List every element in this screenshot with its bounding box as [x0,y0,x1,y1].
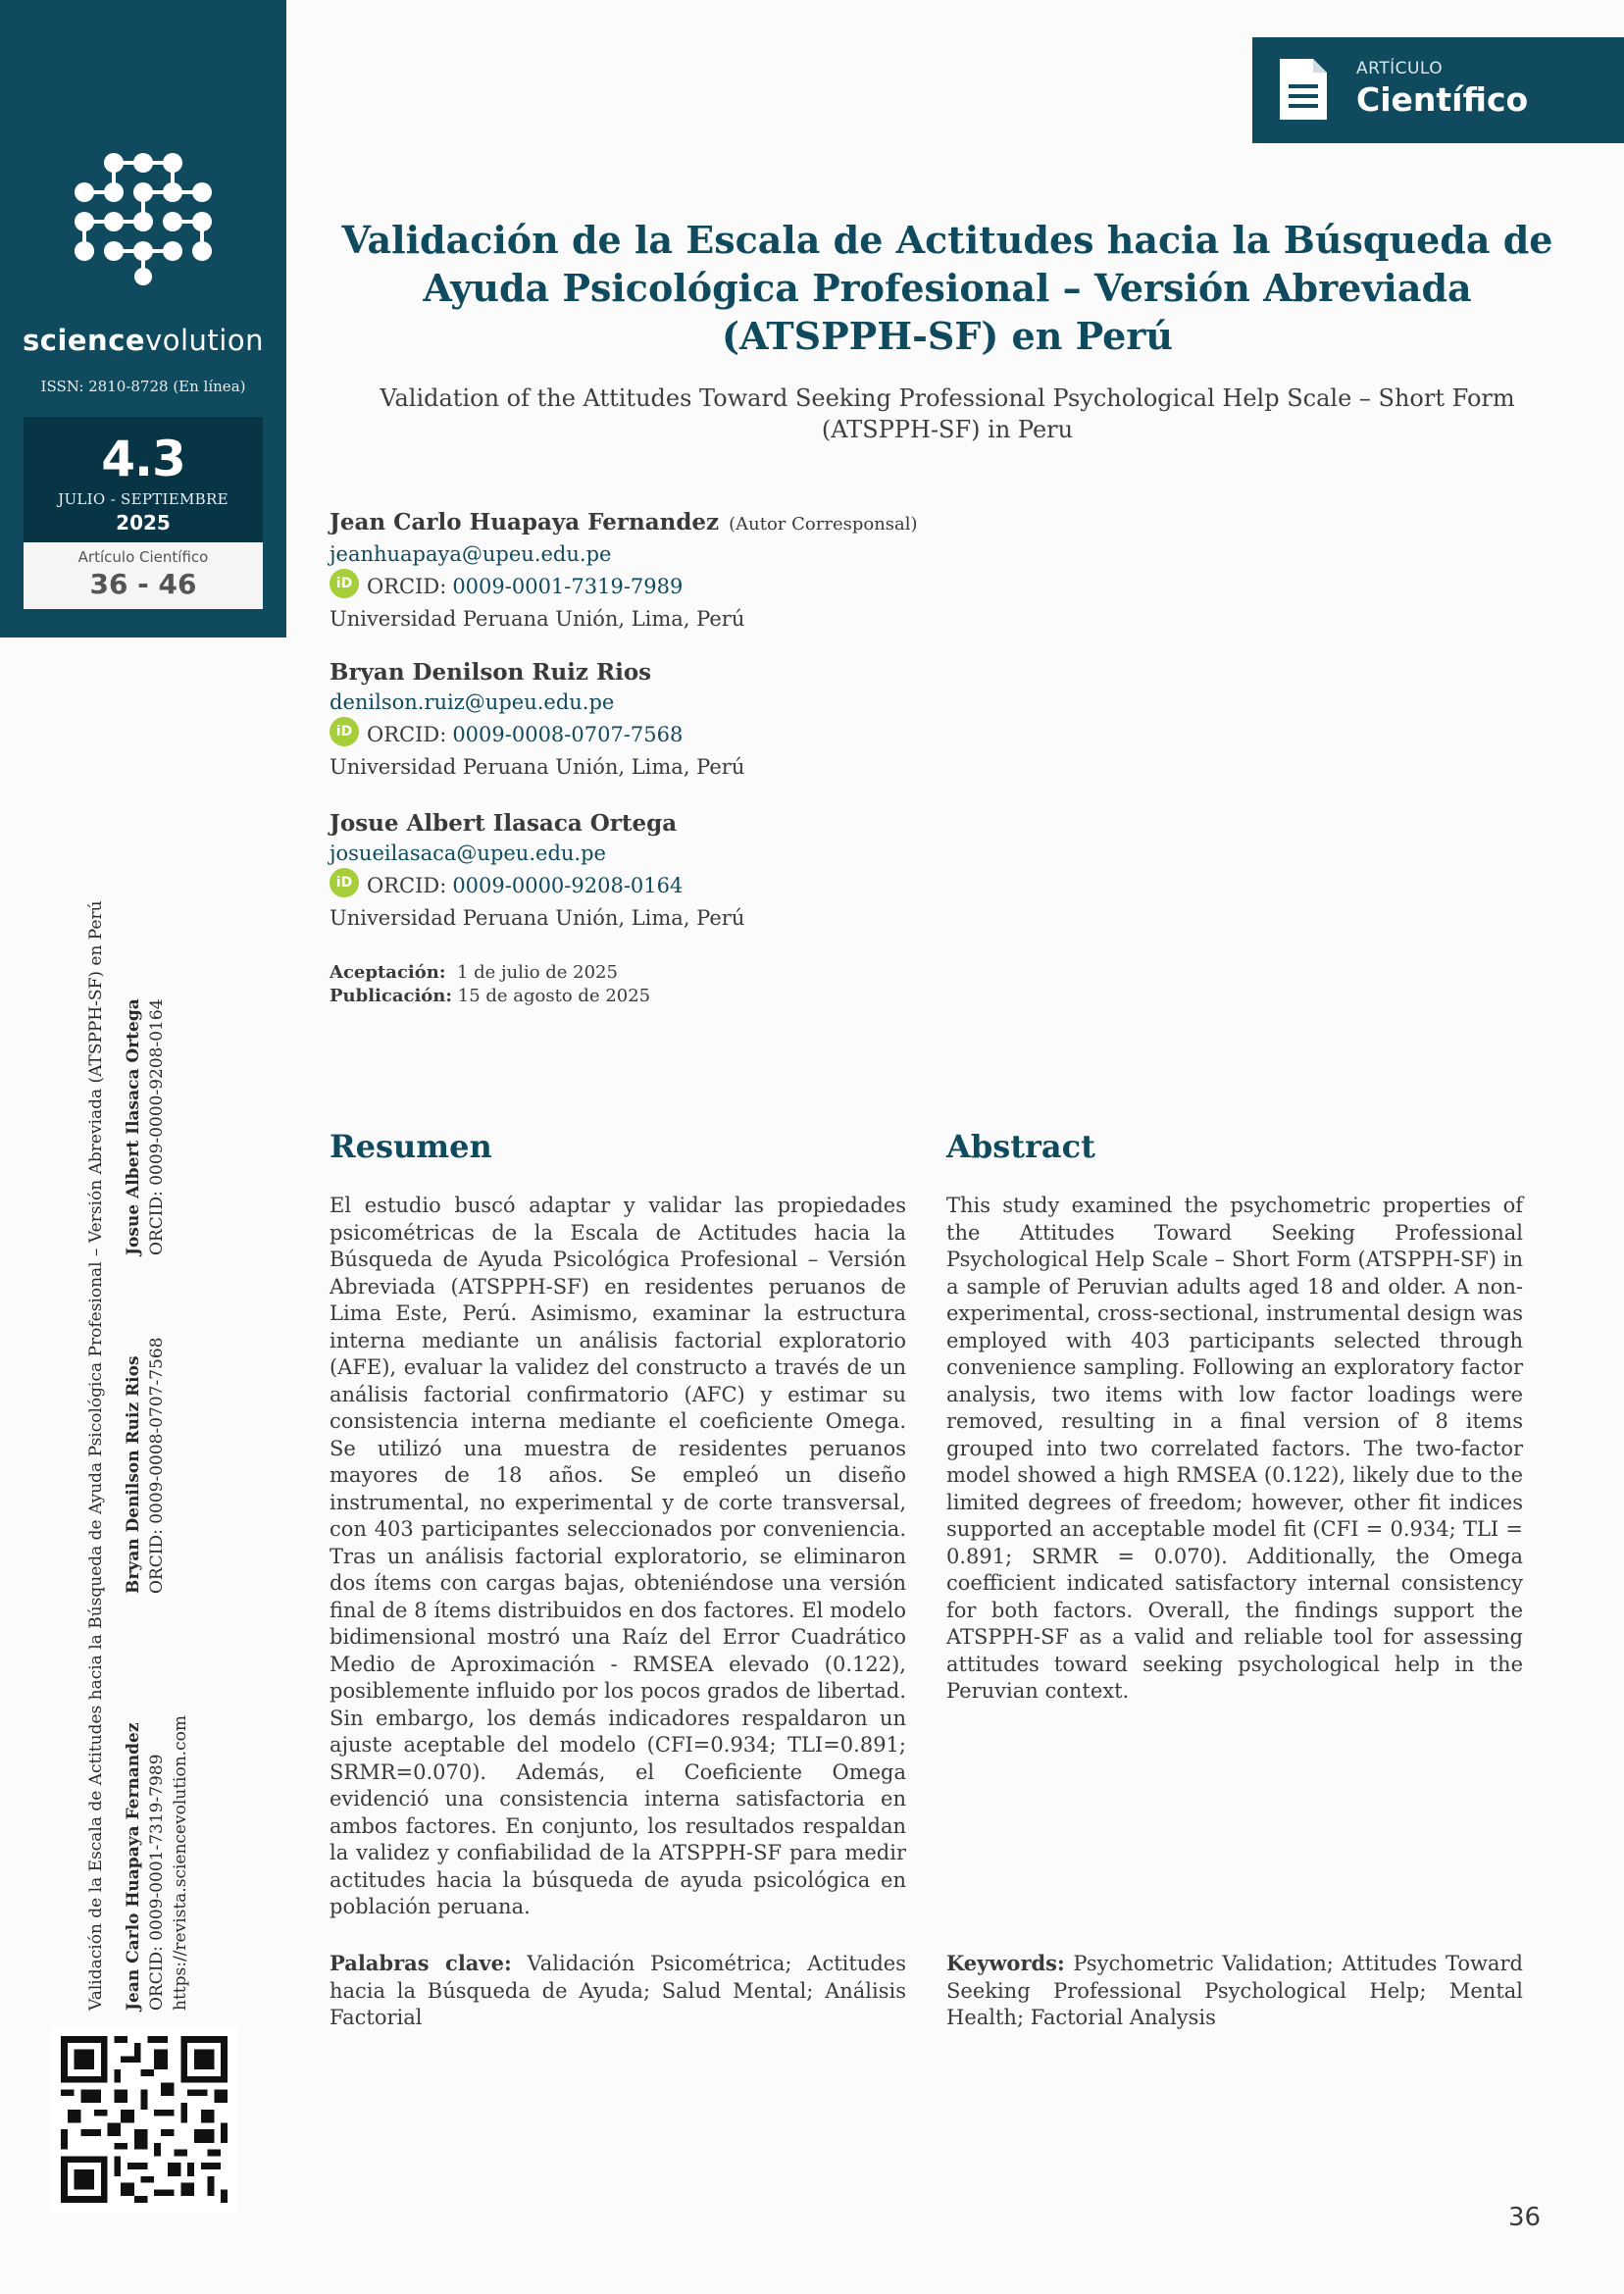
document-icon [1276,55,1331,124]
orcid-line: iD ORCID: 0009-0001-7319-7989 [330,569,1114,604]
orcid-icon: iD [330,868,359,897]
issue-year: 2025 [116,511,171,535]
issue-box [24,417,263,542]
orcid-icon: iD [330,569,359,598]
author-name: Josue Albert Ilasaca Ortega [330,810,678,837]
pages-label: Artículo Científico [77,548,209,566]
resumen-heading: Resumen [330,1128,492,1165]
orcid-link[interactable]: 0009-0001-7319-7989 [452,575,684,598]
resumen-body: El estudio buscó adaptar y validar las propiedades psicométricas de la Escala de Actitudes hacia la Búsqueda de Ayuda Psicológica Profesional – Versión Abreviada (ATSPPH-SF) en residentes peruanos de Lima Este, Perú. Asimismo, examinar la estructura interna mediante un análisis factorial exploratorio (AFE), evaluar la validez del constructo a través de un análisis factorial confirmatorio (AFC) y estimar su consistencia interna mediante el coeficiente Omega. Se utilizó una muestra de residentes peruanos mayores de 18 años. Se empleó un diseño instrumental, no experimental y de corte transversal, con 403 participantes seleccionados por conveniencia. Tras un análisis factorial exploratorio, se eliminaron dos ítems con cargas bajas, obteniéndose una versión final de 8 ítems distribuidos en dos factores. El modelo bidimensional mostró una Raíz del Error Cuadrático Medio de Aproximación - RMSEA elevado (0.122), posiblemente influido por los pocos grados de libertad. Sin embargo, los demás indicadores respaldaron un ajuste aceptable del modelo (CFI=0.934; TLI=0.891; SRMR=0.070). Además, el Coeficiente Omega evidenció una consistencia interna satisfactoria en ambos factores. En conjunto, los resultados respaldan la validez y confiabilidad de la ATSPPH-SF para medir actitudes hacia la búsqueda de ayuda psicológica en población peruana. [330,1194,906,1918]
qr-code-icon [61,2036,228,2203]
author-name: Bryan Denilson Ruiz Rios [330,659,652,686]
website-link[interactable]: https://revista.sciencevolution.com [171,1715,190,2011]
author-name: Jean Carlo Huapaya Fernandez (Autor Corresponsal) [330,509,918,535]
author-affiliation: Universidad Peruana Unión, Lima, Perú [330,906,745,930]
author-block [330,658,1114,782]
badge-label-big: Científico [1356,80,1529,119]
journal-name: sciencevolution [23,324,264,357]
author-email[interactable]: jeanhuapaya@upeu.edu.pe [330,542,612,566]
author-affiliation: Universidad Peruana Unión, Lima, Perú [330,755,745,779]
acceptance-date: Aceptación: 1 de julio de 2025 [330,962,618,983]
author-block [330,508,1114,634]
pages-box [24,542,263,609]
orcid-link[interactable]: 0009-0008-0707-7568 [452,723,684,746]
vertical-author-3: Josue Albert Ilasaca Ortega ORCID: 0009-0000-9208-0164 [124,998,167,1255]
page-number: 36 [1508,2203,1542,2232]
author-email[interactable]: denilson.ruiz@upeu.edu.pe [330,690,615,714]
abstract-heading: Abstract [946,1128,1095,1165]
abstract-body: This study examined the psychometric properties of the Attitudes Toward Seeking Professional Psychological Help Scale – Short Form (ATSPPH-SF) in a sample of Peruvian adults aged 18 and older. A non-experimental, cross-sectional, instrumental design was employed with 403 participants selected through convenience sampling. Following an exploratory factor analysis, two items with low factor loadings were removed, resulting in a final version of 8 items grouped into two correlated factors. The two-factor model showed a high RMSEA (0.122), likely due to the limited degrees of freedom; however, other fit indices supported an acceptable model fit (CFI = 0.934; TLI = 0.891; SRMR = 0.070). Additionally, the Omega coefficient indicated satisfactory internal consistency for both factors. Overall, the findings support the ATSPPH-SF as a valid and reliable tool for assessing attitudes toward seeking psychological help in the Peruvian context. [946,1194,1523,1703]
publication-date: Publicación: 15 de agosto de 2025 [330,986,651,1006]
vertical-author-1: Jean Carlo Huapaya Fernandez ORCID: 0009-0001-7319-7989 https://revista.sciencevolution.com [124,1715,190,2011]
author-block [330,809,1114,933]
author-affiliation: Universidad Peruana Unión, Lima, Perú [330,607,745,631]
issn: ISSN: 2810-8728 (En línea) [40,378,246,395]
article-title: Validación de la Escala de Actitudes hacia la Búsqueda de Ayuda Psicológica Profesional – Versión Abreviada (ATSPPH-SF) en Perú [341,218,1553,358]
orcid-line: iD ORCID: 0009-0008-0707-7568 [330,717,1114,752]
publication-dates [330,961,650,1008]
orcid-line: iD ORCID: 0009-0000-9208-0164 [330,868,1114,903]
article-type-badge [1252,37,1624,143]
issue-number: 4.3 [101,431,185,487]
journal-logo-icon [63,149,224,286]
qr-code[interactable] [51,2026,237,2213]
resumen-keywords: Palabras clave: Validación Psicométrica; Actitudes hacia la Búsqueda de Ayuda; Salud Mental; Análisis Factorial [330,1951,907,2029]
pages-range: 36 - 46 [89,568,197,600]
issue-period: JULIO - SEPTIEMBRE [58,490,228,508]
article-subtitle: Validation of the Attitudes Toward Seeking Professional Psychological Help Scale – Short Form (ATSPPH-SF) in Peru [380,384,1515,443]
author-email[interactable]: josueilasaca@upeu.edu.pe [330,841,606,865]
abstract-keywords: Keywords: Psychometric Validation; Attitudes Toward Seeking Professional Psychological Help; Mental Health; Factorial Analysis [946,1951,1523,2029]
orcid-link[interactable]: 0009-0000-9208-0164 [452,874,684,897]
badge-label-small: ARTÍCULO [1356,59,1444,78]
journal-brand-panel [0,0,286,637]
orcid-icon: iD [330,717,359,746]
vertical-author-2: Bryan Denilson Ruiz Rios ORCID: 0009-0008-0707-7568 [124,1337,167,1594]
author-role: (Autor Corresponsal) [729,514,918,535]
vertical-title: Validación de la Escala de Actitudes hacia la Búsqueda de Ayuda Psicológica Profesional – Versión Abreviada (ATSPPH-SF) en Perú [86,900,106,2011]
